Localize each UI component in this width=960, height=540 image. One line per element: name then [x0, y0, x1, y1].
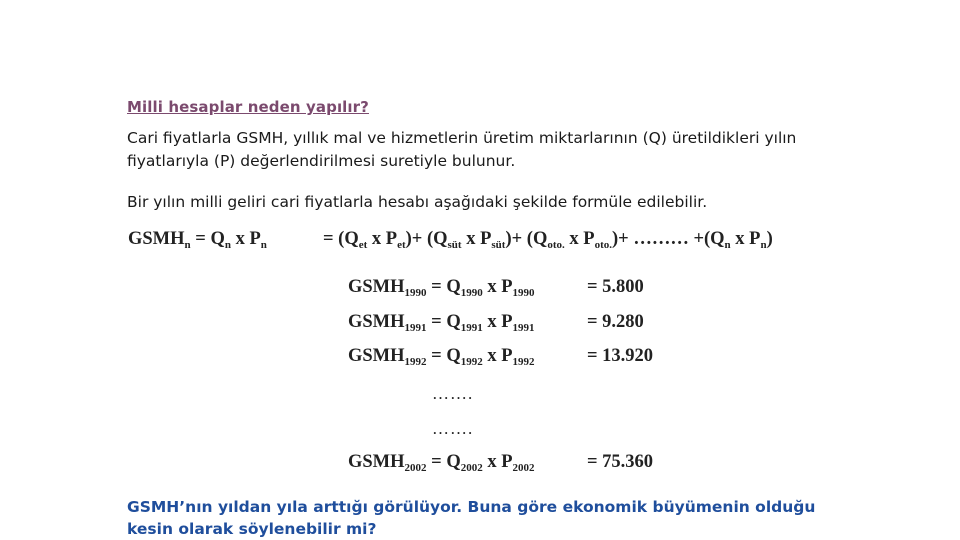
row-year: 2002: [460, 462, 483, 474]
formula-p: P: [249, 229, 261, 249]
row-eq-q: = Q: [426, 346, 461, 366]
rhs-sub: oto.: [594, 239, 612, 251]
row-year: 2002: [404, 462, 427, 474]
row-year: 1991: [512, 322, 535, 334]
rhs-part: x P: [461, 229, 492, 249]
heading: Milli hesaplar neden yapılır?: [127, 98, 369, 116]
rhs-sub: et: [358, 239, 368, 251]
formula-q-sub: n: [224, 239, 231, 251]
rhs-part: ): [766, 229, 773, 249]
row-gsmh: GSMH: [348, 312, 405, 332]
row-year: 1990: [460, 287, 483, 299]
row-year: 1992: [460, 356, 483, 368]
rhs-sub: n: [724, 239, 731, 251]
row-year: 1990: [512, 287, 535, 299]
rhs-part: )+ (Q: [505, 229, 548, 249]
rhs-sub: n: [760, 239, 767, 251]
row-gsmh: GSMH: [348, 452, 405, 472]
row-x-p: x P: [482, 346, 513, 366]
gsmh-row-2002: [348, 452, 535, 474]
gsmh-value-1991: = 9.280: [587, 312, 644, 332]
row-eq-q: = Q: [426, 312, 461, 332]
question-text: GSMH’nın yıldan yıla arttığı görülüyor. Buna göre ekonomik büyümenin olduğu kesin olarak söylenebilir mi?: [127, 498, 816, 538]
formula-eq: =: [190, 229, 211, 249]
row-year: 1992: [404, 356, 427, 368]
general-formula-lhs: [128, 229, 267, 251]
formula-mult: x: [230, 229, 250, 249]
rhs-sub: oto.: [547, 239, 565, 251]
gsmh-value-1990: = 5.800: [587, 277, 644, 297]
row-year: 1991: [460, 322, 483, 334]
paragraph-formula-intro: Bir yılın milli geliri cari fiyatlarla hesabı aşağıdaki şekilde formüle edilebilir.: [127, 193, 708, 211]
gsmh-value-1992: = 13.920: [587, 346, 654, 366]
rhs-part: x P: [564, 229, 595, 249]
row-eq-q: = Q: [426, 452, 461, 472]
row-year: 1990: [404, 287, 427, 299]
rhs-part: x P: [367, 229, 398, 249]
formula-sub-n: n: [184, 239, 191, 251]
row-year: 2002: [512, 462, 535, 474]
gsmh-row-1992: [348, 346, 535, 368]
formula-gsmh: GSMH: [128, 229, 185, 249]
row-gsmh: GSMH: [348, 277, 405, 297]
rhs-sub: et: [397, 239, 406, 251]
rhs-sub: süt: [447, 239, 462, 251]
rhs-part: )+ (Q: [405, 229, 448, 249]
gsmh-row-1991: [348, 312, 535, 334]
row-year: 1992: [512, 356, 535, 368]
gsmh-row-1990: [348, 277, 535, 299]
row-x-p: x P: [482, 452, 513, 472]
ellipsis-1: …….: [432, 384, 474, 403]
row-eq-q: = Q: [426, 277, 461, 297]
formula-p-sub: n: [260, 239, 267, 251]
formula-q: Q: [210, 229, 225, 249]
gsmh-value-2002: = 75.360: [587, 452, 654, 472]
general-formula-rhs: [323, 229, 773, 251]
rhs-part: x P: [730, 229, 761, 249]
row-x-p: x P: [482, 277, 513, 297]
row-gsmh: GSMH: [348, 346, 405, 366]
ellipsis-2: …….: [432, 419, 474, 438]
row-x-p: x P: [482, 312, 513, 332]
row-year: 1991: [404, 322, 427, 334]
rhs-sub: süt: [491, 239, 506, 251]
paragraph-definition: Cari fiyatlarla GSMH, yıllık mal ve hizmetlerin üretim miktarlarının (Q) üretildikleri yılın fiyatlarıyla (P) değerlendirilmesi suretiyle bulunur.: [127, 129, 797, 170]
rhs-part: = (Q: [323, 229, 359, 249]
rhs-part: )+ ……… +(Q: [612, 229, 725, 249]
